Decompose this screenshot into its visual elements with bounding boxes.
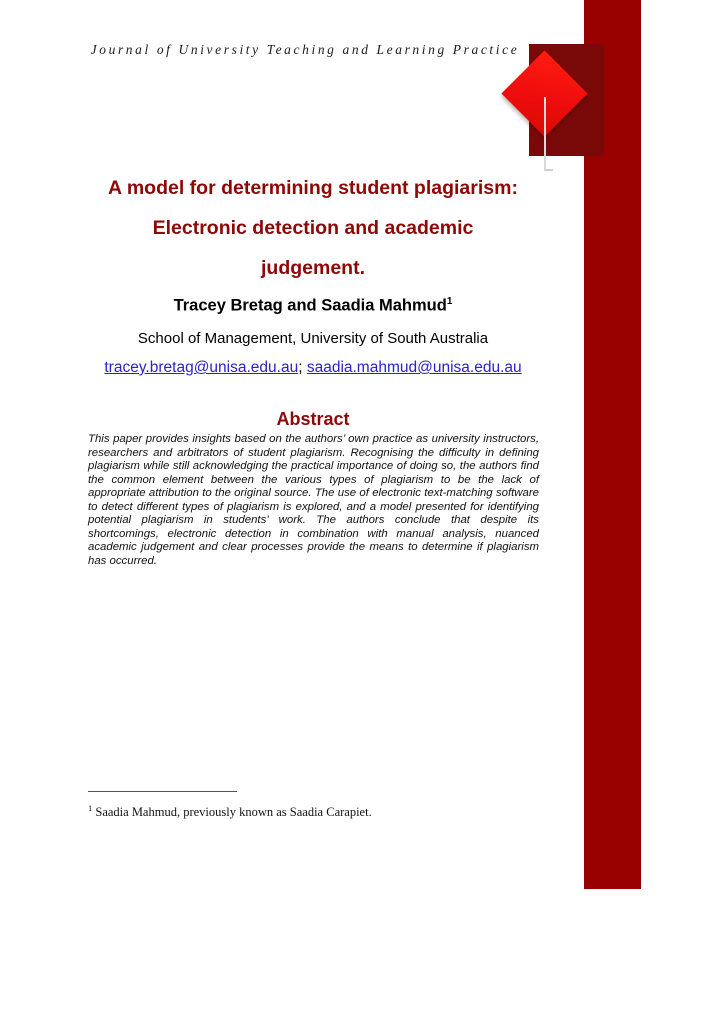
paper-title-line-1: A model for determining student plagiarism: xyxy=(108,177,518,199)
footnote-marker: 1 xyxy=(88,803,93,813)
abstract-heading: Abstract xyxy=(276,409,350,429)
paper-title-line-2: Electronic detection and academic xyxy=(152,217,474,239)
author-names: Tracey Bretag and Saadia Mahmud xyxy=(173,296,447,315)
author-footnote-ref: 1 xyxy=(446,296,453,307)
paper-title xyxy=(88,168,538,288)
authors-line xyxy=(88,290,538,318)
footnote xyxy=(88,799,548,821)
paper-title-line-3: judgement. xyxy=(260,257,365,279)
journal-header-text: Journal of University Teaching and Learning Practice xyxy=(90,42,520,57)
abstract-body: This paper provides insights based on the authors’ own practice as university instructors, researchers and arbitrators of student plagiarism. Recognising the difficulty in defining plagiarism while still acknowledging the practical importance of doing so, the authors find the common element between the various types of plagiarism to be the lack of appropriate attribution to the original source. The use of electronic text-matching software to detect different types of plagiarism is explored, and a model presented for identifying potential plagiarism in students’ work. The authors conclude that despite its shortcomings, electronic detection in combination with manual analysis, nuanced academic judgement and clear processes provide the means to determine if plagiarism has occurred. xyxy=(88,433,539,567)
pen-line-icon xyxy=(544,97,553,171)
footnote-text: Saadia Mahmud, previously known as Saadia Carapiet. xyxy=(92,805,372,820)
emails-line xyxy=(88,356,538,380)
footnote-divider xyxy=(88,791,237,792)
affiliation-line: School of Management, University of South Australia xyxy=(137,330,489,347)
email-separator: ; xyxy=(298,359,307,376)
email-link-1[interactable]: tracey.bretag@unisa.edu.au xyxy=(104,359,299,376)
email-link-2[interactable]: saadia.mahmud@unisa.edu.au xyxy=(306,359,522,376)
